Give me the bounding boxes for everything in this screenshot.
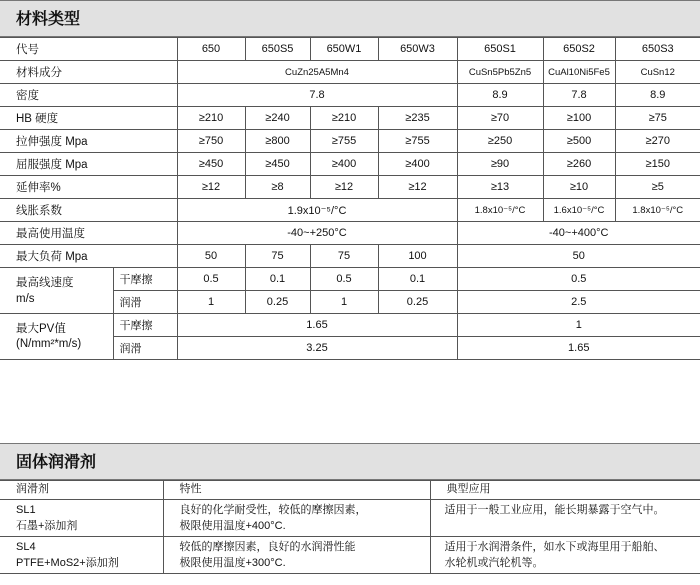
table-cell: ≥755 — [378, 130, 457, 153]
table-cell: 100 — [378, 245, 457, 268]
table-cell: ≥8 — [245, 176, 310, 199]
table-cell: ≥5 — [615, 176, 700, 199]
table-row — [0, 176, 700, 199]
table-cell: 8.9 — [457, 84, 543, 107]
lubricants-table — [0, 480, 700, 574]
feature-line: 极限使用温度+300°C. — [179, 557, 286, 569]
table-cell: 0.1 — [245, 268, 310, 291]
materials-table — [0, 37, 700, 360]
col-header: 650W1 — [310, 38, 378, 61]
feature-line: 较低的摩擦因素，良好的水润滑性能 — [179, 541, 356, 553]
application-line: 适用于一般工业应用，能长期暴露于空气中。 — [444, 504, 665, 516]
table-cell: 7.8 — [543, 84, 615, 107]
table-cell: -40~+250°C — [177, 222, 457, 245]
table-cell: ≥75 — [615, 107, 700, 130]
table-cell: CuAl10Ni5Fe5 — [543, 61, 615, 84]
feature-line: 极限使用温度+400°C. — [179, 520, 286, 532]
table-cell: 75 — [245, 245, 310, 268]
sub-label: 干摩擦 — [113, 314, 177, 337]
table-cell: 0.5 — [457, 268, 700, 291]
row-label: 最高使用温度 — [0, 222, 177, 245]
table-cell: 0.5 — [177, 268, 245, 291]
table-cell: 50 — [457, 245, 700, 268]
table-row — [0, 153, 700, 176]
row-label: 最大负荷 Mpa — [0, 245, 177, 268]
table-cell: 8.9 — [615, 84, 700, 107]
table-row — [0, 84, 700, 107]
table-cell: ≥210 — [310, 107, 378, 130]
table-cell: -40~+400°C — [457, 222, 700, 245]
table-cell: ≥70 — [457, 107, 543, 130]
col-header: 650S5 — [245, 38, 310, 61]
table-cell — [0, 537, 163, 574]
row-label — [0, 268, 113, 314]
lubricants-section — [0, 443, 700, 574]
max-pv-unit: (N/mm²*m/s) — [16, 337, 82, 350]
table-cell — [163, 500, 430, 537]
table-cell: ≥13 — [457, 176, 543, 199]
materials-title: 材料类型 — [16, 9, 81, 28]
table-cell: ≥450 — [177, 153, 245, 176]
table-cell: 0.1 — [378, 268, 457, 291]
col-header: 650 — [177, 38, 245, 61]
table-cell: 1.8x10⁻⁵/°C — [615, 199, 700, 222]
sub-label: 润滑 — [113, 337, 177, 360]
table-cell: ≥150 — [615, 153, 700, 176]
lubricants-header — [0, 443, 700, 480]
row-label: 延伸率% — [0, 176, 177, 199]
row-label: 密度 — [0, 84, 177, 107]
lubricant-code: SL4 — [16, 541, 36, 553]
row-label: 材料成分 — [0, 61, 177, 84]
table-cell: 75 — [310, 245, 378, 268]
application-line: 水轮机或汽轮机等。 — [444, 557, 544, 569]
max-speed-label: 最高线速度 — [16, 276, 74, 289]
table-cell: ≥210 — [177, 107, 245, 130]
lubricants-title: 固体润滑剂 — [16, 452, 97, 471]
sub-label: 干摩擦 — [113, 268, 177, 291]
max-speed-unit: m/s — [16, 292, 35, 305]
max-pv-label: 最大PV值 — [16, 322, 66, 335]
col-header: 650W3 — [378, 38, 457, 61]
col-header: 650S1 — [457, 38, 543, 61]
table-row — [0, 222, 700, 245]
table-cell: 1.9x10⁻⁵/°C — [177, 199, 457, 222]
lubricant-composition: 石墨+添加剂 — [16, 520, 78, 532]
col-header: 典型应用 — [430, 481, 700, 500]
row-label: HB 硬度 — [0, 107, 177, 130]
table-cell: 1 — [457, 314, 700, 337]
table-cell: ≥12 — [177, 176, 245, 199]
table-row — [0, 500, 700, 537]
table-row — [0, 268, 700, 291]
col-header: 650S2 — [543, 38, 615, 61]
table-cell: 7.8 — [177, 84, 457, 107]
table-row — [0, 245, 700, 268]
table-row — [0, 130, 700, 153]
table-cell — [430, 500, 700, 537]
table-row — [0, 107, 700, 130]
table-cell — [0, 500, 163, 537]
table-cell: ≥90 — [457, 153, 543, 176]
table-cell: 1.65 — [177, 314, 457, 337]
application-line: 适用于水润滑条件，如水下或海里用于船舶、 — [444, 541, 665, 553]
table-cell: 1.6x10⁻⁵/°C — [543, 199, 615, 222]
col-header: 润滑剂 — [0, 481, 163, 500]
table-cell — [163, 537, 430, 574]
table-row — [0, 38, 700, 61]
table-cell: 1.8x10⁻⁵/°C — [457, 199, 543, 222]
table-cell: 3.25 — [177, 337, 457, 360]
table-cell: ≥250 — [457, 130, 543, 153]
table-cell: ≥400 — [378, 153, 457, 176]
table-cell: ≥12 — [378, 176, 457, 199]
table-row — [0, 481, 700, 500]
sub-label: 润滑 — [113, 291, 177, 314]
table-cell — [430, 537, 700, 574]
table-cell: CuSn12 — [615, 61, 700, 84]
lubricant-code: SL1 — [16, 504, 36, 516]
table-cell: ≥240 — [245, 107, 310, 130]
col-header: 650S3 — [615, 38, 700, 61]
table-cell: ≥235 — [378, 107, 457, 130]
table-row — [0, 61, 700, 84]
table-cell: ≥12 — [310, 176, 378, 199]
row-label: 拉伸强度 Mpa — [0, 130, 177, 153]
table-cell: ≥400 — [310, 153, 378, 176]
table-cell: ≥270 — [615, 130, 700, 153]
table-cell: ≥260 — [543, 153, 615, 176]
row-label — [0, 314, 113, 360]
row-label: 代号 — [0, 38, 177, 61]
lubricant-composition: PTFE+MoS2+添加剂 — [16, 557, 119, 569]
table-cell: 50 — [177, 245, 245, 268]
table-row — [0, 537, 700, 574]
table-cell: 1 — [310, 291, 378, 314]
table-cell: CuSn5Pb5Zn5 — [457, 61, 543, 84]
table-cell: 1.65 — [457, 337, 700, 360]
table-cell: ≥500 — [543, 130, 615, 153]
table-cell: ≥755 — [310, 130, 378, 153]
table-cell: 0.25 — [245, 291, 310, 314]
table-row — [0, 199, 700, 222]
table-cell: ≥450 — [245, 153, 310, 176]
table-cell: ≥10 — [543, 176, 615, 199]
table-cell: 0.5 — [310, 268, 378, 291]
table-cell: CuZn25A5Mn4 — [177, 61, 457, 84]
table-cell: ≥800 — [245, 130, 310, 153]
table-cell: ≥100 — [543, 107, 615, 130]
col-header: 特性 — [163, 481, 430, 500]
table-cell: 1 — [177, 291, 245, 314]
row-label: 线胀系数 — [0, 199, 177, 222]
table-cell: 2.5 — [457, 291, 700, 314]
table-cell: 0.25 — [378, 291, 457, 314]
table-cell: ≥750 — [177, 130, 245, 153]
table-row — [0, 314, 700, 337]
materials-header — [0, 0, 700, 37]
feature-line: 良好的化学耐受性，较低的摩擦因素， — [179, 504, 367, 516]
row-label: 屈服强度 Mpa — [0, 153, 177, 176]
